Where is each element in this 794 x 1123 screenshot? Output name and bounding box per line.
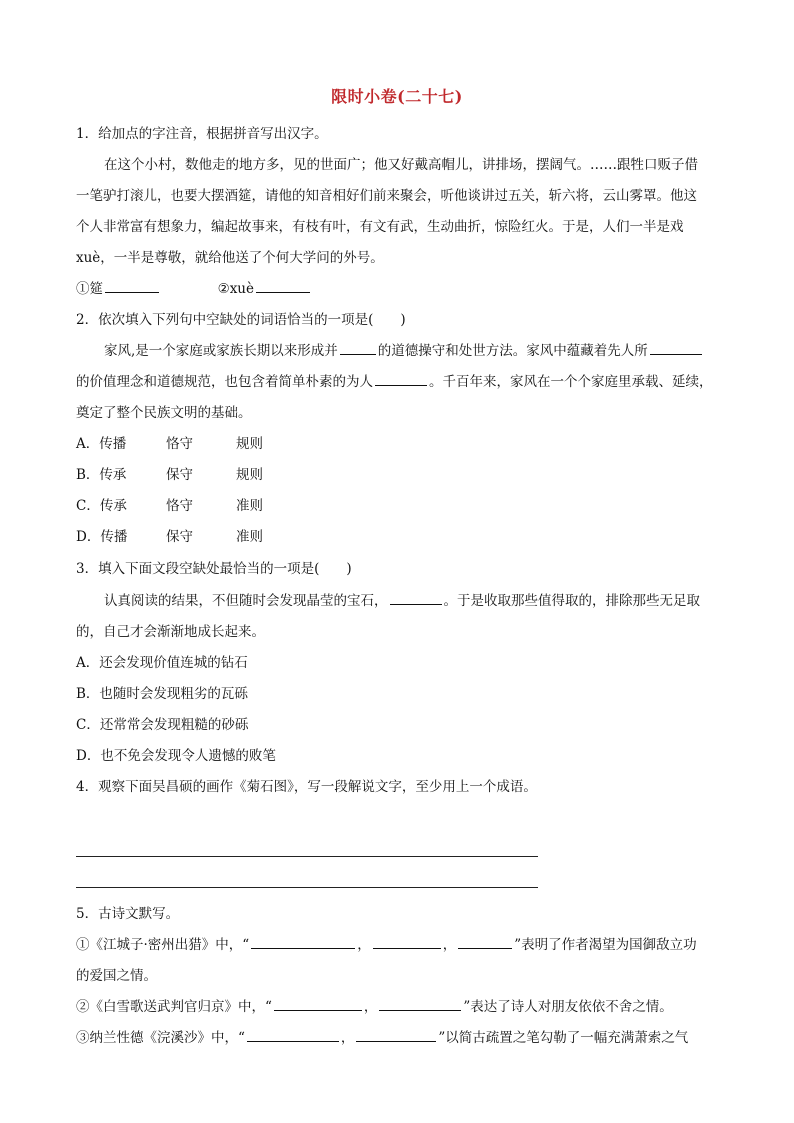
- q3-passage-line-2: 的，自己才会渐渐地成长起来。: [76, 624, 265, 640]
- q3-option-d[interactable]: D．也不免会发现令人遗憾的败笔: [76, 748, 276, 764]
- q5-item-1: [76, 935, 697, 955]
- q5-item-1-blank-2[interactable]: [373, 935, 441, 949]
- option-word-3: 准则: [236, 498, 263, 514]
- q3-blank[interactable]: [390, 591, 442, 605]
- q3-option-c[interactable]: C．还常常会发现粗糙的砂砾: [76, 717, 249, 733]
- q2-blank-2[interactable]: [650, 341, 702, 355]
- q5-item-2-text: ②《白雪歌送武判官归京》中，“: [76, 999, 272, 1015]
- q5-item-3-blank-2[interactable]: [356, 1028, 436, 1042]
- q5-item-3-blank-1[interactable]: [247, 1028, 339, 1042]
- option-label: D．传播: [76, 529, 128, 545]
- q1-answer-2-blank[interactable]: [256, 279, 310, 293]
- q2-text-3: 的价值理念和道德规范，也包含着简单朴素的为人: [76, 374, 373, 390]
- q1-answer-2-label: ②xuè: [217, 281, 254, 297]
- q2-stem: 2．依次填入下列句中空缺处的词语恰当的一项是( ): [76, 312, 406, 328]
- q2-option-c[interactable]: [76, 496, 263, 516]
- q3-option-b[interactable]: B．也随时会发现粗劣的瓦砾: [76, 686, 248, 702]
- q5-item-2-blank-2[interactable]: [379, 997, 461, 1011]
- q4-answer-line-1[interactable]: [76, 856, 538, 857]
- q2-passage-line-3: 奠定了整个民族文明的基础。: [76, 405, 252, 421]
- q1-passage-line-4: xuè，一半是尊敬，就给他送了个何大学问的外号。: [76, 250, 384, 266]
- option-word-2: 保守: [166, 529, 193, 545]
- q1-passage-line-3: 个人非常富有想象力，编起故事来，有枝有叶，有文有武，生动曲折，惊险红火。于是，人们一半是戏: [76, 219, 684, 235]
- q5-stem: 5．古诗文默写。: [76, 906, 180, 922]
- option-word-2: 保守: [166, 467, 193, 483]
- option-word-2: 恪守: [166, 498, 193, 514]
- q1-answer-1-label: ①筵: [76, 281, 103, 297]
- q5-item-2-blank-1[interactable]: [274, 997, 362, 1011]
- option-word-3: 规则: [236, 467, 263, 483]
- q5-item-3: [76, 1028, 688, 1048]
- q2-text-2: 的道德操守和处世方法。家风中蕴藏着先人所: [377, 343, 648, 359]
- q2-text-4: 。千百年来，家风在一个个家庭里承载、延续，: [429, 374, 713, 390]
- option-word-3: 规则: [236, 436, 263, 452]
- option-word-2: 恪守: [166, 436, 193, 452]
- q5-item-1-cont: 的爱国之情。: [76, 968, 157, 984]
- q2-blank-3[interactable]: [375, 372, 427, 386]
- q4-answer-line-2[interactable]: [76, 887, 538, 888]
- q2-option-a[interactable]: [76, 434, 263, 454]
- q3-text-2: 。于是收取那些值得取的，排除那些无足取: [443, 593, 700, 609]
- comma: ，: [363, 999, 378, 1015]
- q5-item-1-text: ①《江城子·密州出猎》中，“: [76, 937, 250, 953]
- q1-passage-line-2: 一笔驴打滚儿，也要大摆酒筵，请他的知音相好们前来聚会，听他谈讲过五关，斩六将，云山雾罩。他这: [76, 188, 697, 204]
- q5-item-1-tail: ”表明了作者渴望为国御敌立功: [514, 937, 697, 953]
- q3-stem: 3．填入下面文段空缺处最恰当的一项是( ): [76, 561, 352, 577]
- option-label: A．传播: [76, 436, 127, 452]
- q4-stem: 4．观察下面吴昌硕的画作《菊石图》，写一段解说文字，至少用上一个成语。: [76, 779, 537, 795]
- comma: ，: [340, 1030, 355, 1046]
- option-label: B．传承: [76, 467, 127, 483]
- q2-passage-line-1: [104, 341, 704, 361]
- q5-item-1-blank-3[interactable]: [458, 935, 512, 949]
- q1-answer-1-blank[interactable]: [105, 279, 159, 293]
- option-label: C．传承: [76, 498, 127, 514]
- q1-stem: 1．给加点的字注音，根据拼音写出汉字。: [76, 126, 328, 142]
- q5-item-3-tail: ”以简古疏置之笔勾勒了一幅充满萧索之气: [438, 1030, 689, 1046]
- q2-text-1: 家风,是一个家庭或家族长期以来形成并: [104, 343, 338, 359]
- q2-option-b[interactable]: [76, 465, 263, 485]
- q2-option-d[interactable]: [76, 527, 263, 547]
- q5-item-2: [76, 997, 673, 1017]
- q3-text-1: 认真阅读的结果，不但随时会发现晶莹的宝石，: [104, 593, 388, 609]
- q2-blank-1[interactable]: [340, 341, 376, 355]
- q5-item-3-text: ③纳兰性德《浣溪沙》中，“: [76, 1030, 245, 1046]
- q5-item-1-blank-1[interactable]: [251, 935, 355, 949]
- page-title: 限时小卷(二十七): [331, 87, 463, 106]
- comma: ，: [442, 937, 457, 953]
- q3-option-a[interactable]: A．还会发现价值连城的钻石: [76, 655, 248, 671]
- q1-passage-line-1: 在这个小村，数他走的地方多，见的世面广；他又好戴高帽儿，讲排场，摆阔气。……跟牲口贩子借: [104, 157, 698, 173]
- comma: ，: [357, 937, 371, 953]
- q5-item-2-tail: ”表达了诗人对朋友依依不舍之情。: [463, 999, 673, 1015]
- q2-passage-line-2: [76, 372, 713, 392]
- option-word-3: 准则: [236, 529, 263, 545]
- q3-passage-line-1: [104, 591, 700, 611]
- q1-answer-row: [76, 279, 312, 299]
